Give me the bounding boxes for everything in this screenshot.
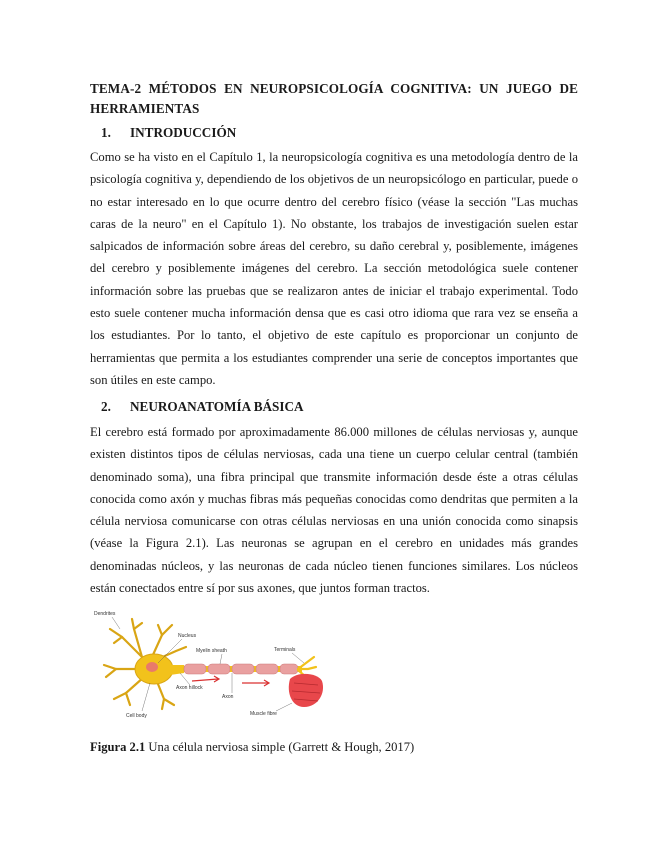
signal-arrow-icon — [192, 676, 269, 686]
caption-label: Figura 2.1 — [90, 740, 146, 754]
label-nucleus: Nucleus — [178, 633, 197, 639]
section-number: 2. — [101, 399, 111, 414]
label-axon: Axon — [222, 694, 234, 700]
axon-hillock-shape — [170, 665, 184, 675]
intro-paragraph: Como se ha visto en el Capítulo 1, la neuropsicología cognitiva es una metodología dentro de la psicología cognitiva y, dependiendo de los objetivos de un neuropsicólogo en particular, puede o no estar interesado en lo que ocurre dentro del cerebro físico (véase la sección "Las muchas caras de la neuro" en el Capítulo 1). No obstante, los trabajos de investigación suelen estar salpicados de información sobre áreas del cerebro, su daño cerebral y, posiblemente, imágenes del cerebro y posiblemente imágenes del cerebro. La sección metodológica suele contener información sobre las pruebas que se realizaron antes de iniciar el trabajo experimental. Todo esto suele contener mucha información densa que es casi otro idioma que rara vez se enseña a los estudiantes. Por lo tanto, el objetivo de este capítulo es proporcionar un conjunto de herramientas que permita a los estudiantes comprender una serie de conceptos importantes que son útiles en este campo. — [90, 150, 578, 387]
label-dendrites: Dendrites — [94, 611, 116, 617]
figure-caption — [90, 738, 414, 756]
caption-text: Una célula nerviosa simple (Garrett & Hough, 2017) — [145, 740, 415, 754]
document-title — [90, 79, 578, 119]
label-cell-body: Cell body — [126, 713, 147, 719]
label-muscle-fibre: Muscle fibre — [250, 711, 277, 717]
label-terminals: Terminals — [274, 647, 296, 653]
nucleus-shape — [146, 662, 158, 672]
title-line-2: HERRAMIENTAS — [90, 101, 200, 116]
section-title: NEUROANATOMÍA BÁSICA — [130, 399, 304, 414]
title-line-1: TEMA-2 MÉTODOS EN NEUROPSICOLOGÍA COGNITIVA: UN JUEGO DE — [90, 81, 578, 96]
section-title: INTRODUCCIÓN — [130, 125, 237, 140]
neuron-diagram — [92, 607, 332, 723]
section-heading-neuroanatomia — [101, 397, 304, 417]
myelin-sheath-shape — [184, 664, 298, 674]
neuroanatomy-paragraph: El cerebro está formado por aproximadamente 86.000 millones de células nerviosas y, aunque existen distintos tipos de células nerviosas, cada una tiene un cuerpo celular central (también denominado soma), una fibra principal que transmite información desde éste a otras células conocida como axón y muchas fibras más pequeñas conocidas como dendritas que permiten a la célula nerviosa comunicarse con otras células nerviosas en una unión conocida como sinapsis (véase la Figura 2.1). Las neuronas se agrupan en el cerebro en unidades más grandes denominadas núcleos, y las neuronas de cada núcleo tienen funciones similares. Los núcleos están conectados entre sí por sus axones, que juntos forman tractos. — [90, 425, 578, 596]
label-myelin-sheath: Myelin sheath — [196, 648, 227, 654]
section-heading-introduccion — [101, 123, 236, 143]
section-number: 1. — [101, 125, 111, 140]
muscle-fibre-shape — [289, 674, 323, 707]
label-axon-hillock: Axon hillock — [176, 685, 203, 691]
